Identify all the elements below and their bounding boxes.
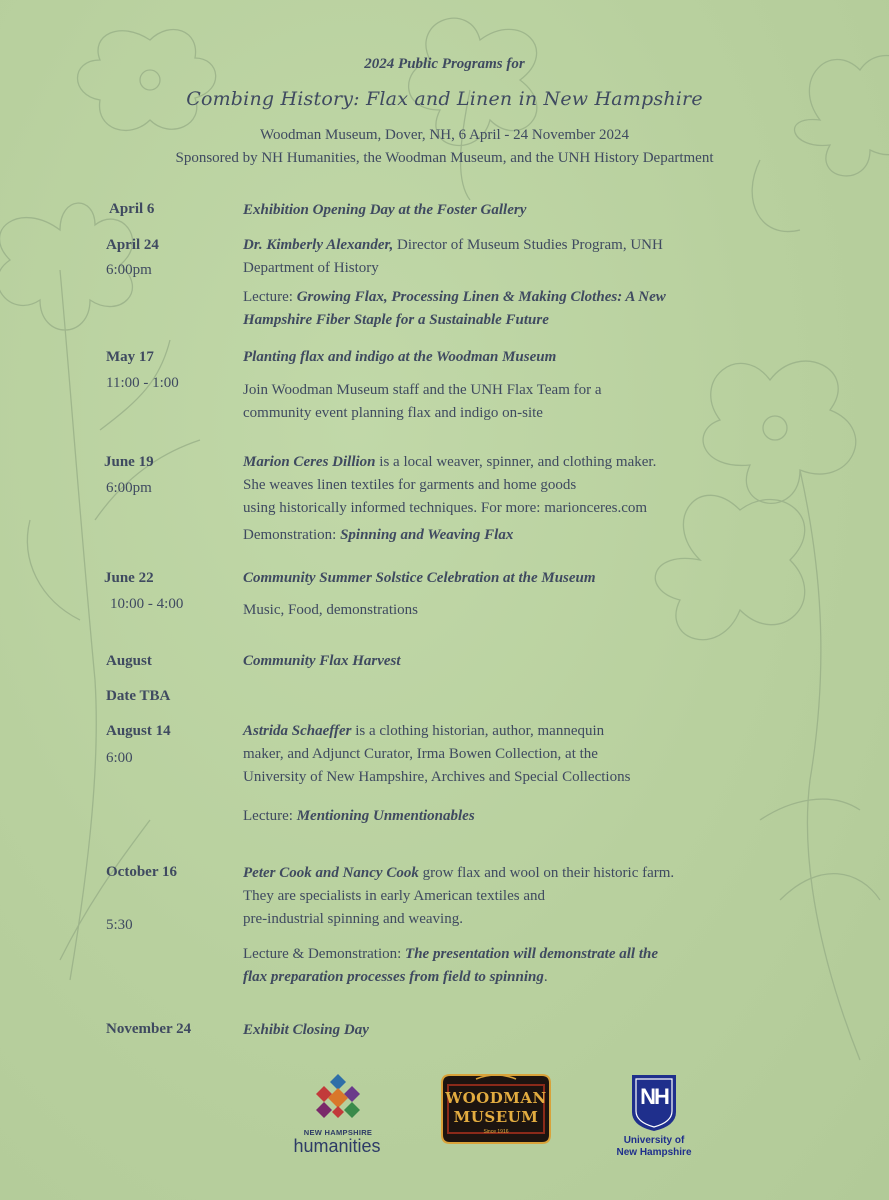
event-description: Join Woodman Museum staff and the UNH Flax Team for a community event planning flax and indigo on-site	[243, 382, 602, 421]
event-date: April 6	[109, 201, 155, 217]
event-time: 6:00	[106, 750, 133, 766]
event-description: Dr. Kimberly Alexander, Director of Museum Studies Program, UNH Department of History	[243, 237, 663, 276]
speaker-name: Dr. Kimberly Alexander,	[243, 237, 394, 253]
event-date: May 17	[106, 349, 154, 365]
event-date: June 19	[104, 454, 154, 470]
event-time: 6:00pm	[106, 262, 152, 278]
unh-line-2: New Hampshire	[616, 1147, 692, 1158]
event-date: November 24	[106, 1021, 192, 1037]
woodman-line-1: WOODMAN	[445, 1089, 547, 1107]
event-title: Community Summer Solstice Celebration at the Museum	[243, 570, 596, 586]
speaker-name: Astrida Schaeffer	[243, 723, 352, 739]
nh-humanities-quilt-logo	[310, 1072, 366, 1120]
event-time: 11:00 - 1:00	[106, 375, 179, 391]
event-program: Lecture: Growing Flax, Processing Linen & Making Clothes: A New Hampshire Fiber Staple for a Sustainable Future	[243, 289, 666, 328]
event-time: 6:00pm	[106, 480, 152, 496]
nh-humanities-line-2: humanities	[293, 1136, 381, 1156]
event-description: Peter Cook and Nancy Cook grow flax and wool on their historic farm. They are specialists in early American textiles and pre-industrial spinning and weaving.	[243, 865, 675, 927]
speaker-name: Marion Ceres Dillion	[243, 454, 376, 470]
event-description: Music, Food, demonstrations	[243, 602, 418, 618]
woodman-museum-logo	[436, 1073, 556, 1145]
unh-line-1: University of	[623, 1135, 685, 1146]
event-time: 10:00 - 4:00	[110, 596, 184, 612]
event-time: 5:30	[106, 917, 133, 933]
event-date: June 22	[104, 570, 154, 586]
event-description: Marion Ceres Dillion is a local weaver, spinner, and clothing maker. She weaves linen textiles for garments and home goods using historically informed techniques. For more: marionceres.com	[243, 454, 657, 516]
nh-humanities-line-1: NEW HAMPSHIRE	[303, 1128, 373, 1137]
event-title: Planting flax and indigo at the Woodman Museum	[243, 349, 557, 365]
woodman-line-2: MUSEUM	[453, 1108, 539, 1126]
event-title: Exhibit Closing Day	[243, 1022, 369, 1038]
event-date: August 14	[106, 723, 171, 739]
nh-humanities-logo	[272, 1070, 402, 1160]
header-line-1: 2024 Public Programs for	[364, 56, 525, 72]
event-title: Community Flax Harvest	[243, 653, 401, 669]
event-program: Demonstration: Spinning and Weaving Flax	[243, 527, 514, 543]
woodman-since: Since 1916	[483, 1129, 509, 1135]
sponsors-line: Sponsored by NH Humanities, the Woodman Museum, and the UNH History Department	[175, 150, 714, 166]
event-date-note: Date TBA	[106, 688, 171, 704]
event-program: Lecture & Demonstration: The presentation will demonstrate all the flax preparation processes from field to spinning.	[243, 946, 658, 985]
unh-logo	[604, 1074, 704, 1164]
event-date: August	[106, 653, 152, 669]
exhibition-title: Combing History: Flax and Linen in New Hampshire	[186, 88, 703, 110]
venue-and-dates: Woodman Museum, Dover, NH, 6 April - 24 November 2024	[260, 127, 629, 143]
event-program: Lecture: Mentioning Unmentionables	[243, 808, 475, 824]
event-date: April 24	[106, 237, 159, 253]
unh-mark: NH	[640, 1084, 668, 1109]
event-title: Exhibition Opening Day at the Foster Gallery	[243, 202, 527, 218]
event-date: October 16	[106, 864, 177, 880]
speaker-name: Peter Cook and Nancy Cook	[243, 865, 419, 881]
event-description: Astrida Schaeffer is a clothing historian, author, mannequin maker, and Adjunct Curator, Irma Bowen Collection, at the University of New Hampshire, Archives and Special Collections	[243, 723, 631, 785]
